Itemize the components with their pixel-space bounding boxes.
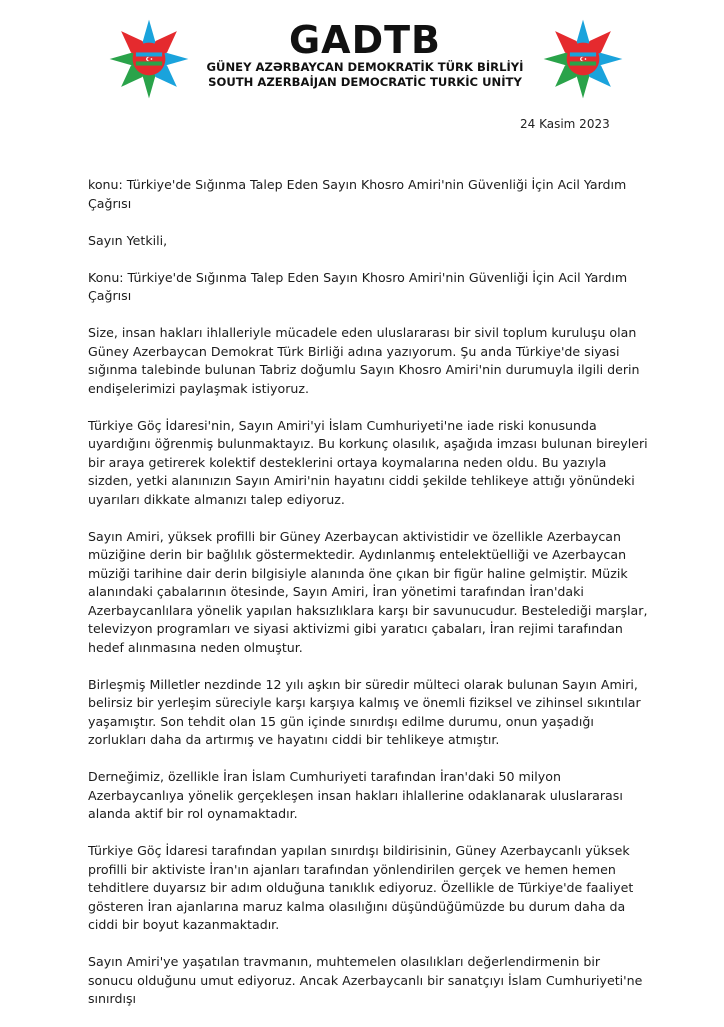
- star-emblem-right-icon: [542, 18, 624, 100]
- star-emblem-shape: [110, 20, 189, 99]
- subject-line: konu: Türkiye'de Sığınma Talep Eden Sayın Khosro Amiri'nin Güvenliği İçin Acil Yardım Çağrısı: [88, 177, 627, 211]
- letterhead: [0, 0, 724, 120]
- paragraph: Türkiye Göç İdaresi'nin, Sayın Amiri'yi İslam Cumhuriyeti'ne iade riski konusunda uyardığını öğrenmiş bulunmaktayız. Bu korkunç olasılık, aşağıda imzası bulunan bireyleri bir araya getirerek kolektif desteklerini ortaya koymalarına neden oldu. Bu yazıyla sizden, yetki alanınızın Sayın Amiri'nin hayatını ciddi şekilde tehlikeye attığı yönündeki uyarıları dikkate almanızı talep ediyoruz.: [88, 417, 648, 507]
- organization-title: [200, 20, 530, 90]
- paragraph: Derneğimiz, özellikle İran İslam Cumhuriyeti tarafından İran'daki 50 milyon Azerbaycanlıya yönelik gerçekleşen insan hakları ihlallerine odaklanarak uluslararası alanda aktif bir rol oynamaktadır.: [88, 769, 623, 821]
- subject-repeat: Konu: Türkiye'de Sığınma Talep Eden Sayın Khosro Amiri'nin Güvenliği İçin Acil Yardım Çağrısı: [88, 269, 628, 303]
- star-emblem-shape: [544, 20, 623, 99]
- organization-name-turkish: GÜNEY AZƏRBAYCAN DEMOKRATİK TÜRK BİRLİYİ: [206, 60, 524, 74]
- salutation: Sayın Yetkili,: [88, 232, 168, 248]
- letter-body: [88, 176, 648, 1027]
- paragraph: Birleşmiş Milletler nezdinde 12 yılı aşkın bir süredir mülteci olarak bulunan Sayın Amiri, belirsiz bir yerleşim süreciyle karşı karşıya kalmış ve önemli fiziksel ve zihinsel sıkıntılar yaşamıştır. Son tehdit olan 15 gün içinde sınırdışı edilme durumu, onun yaşadığı zorlukları daha da artırmış ve hayatını ciddi bir tehlikeye atmıştır.: [88, 676, 641, 747]
- letter-date: 24 Kasim 2023: [520, 117, 610, 131]
- paragraph: Sayın Amiri'ye yaşatılan travmanın, muhtemelen olasılıkları değerlendirmenin bir sonucu olduğunu umut ediyoruz. Ancak Azerbaycanlı bir sanatçıyı İslam Cumhuriyeti'ne sınırdışı: [88, 954, 643, 1006]
- organization-name-english: SOUTH AZERBAİJAN DEMOCRATİC TURKİC UNİTY: [208, 75, 522, 89]
- paragraph: Türkiye Göç İdaresi tarafından yapılan sınırdışı bildirisinin, Güney Azerbaycanlı yüksek profilli bir aktiviste İran'ın ajanları tarafından yönlendirilen gerçek ve hemen hemen tehditlere duyarsız bir adım olduğuna tanıklık ediyoruz. Özellikle de Türkiye'de faaliyet gösteren İran ajanlarına maruz kalma olasılığını düşündüğümüzde bu durum daha da ciddi bir boyut kazanmaktadır.: [88, 843, 634, 932]
- organization-abbreviation: GADTB: [288, 18, 442, 62]
- paragraph: Sayın Amiri, yüksek profilli bir Güney Azerbaycan aktivistidir ve özellikle Azerbaycan müziğine derin bir bağlılık göstermektedir. Aydınlanmış entelektüelliği ve Azerbaycan müziği tarihine dair derin bilgisiyle alanında öne çıkan bir figür haline gelmiştir. Müzik alanındaki çabalarının ötesinde, Sayın Amiri, İran yönetimi tarafından İran'daki Azerbaycanlılara yönelik yapılan haksızlıklara karşı bir savunucudur. Bestelediği marşlar, televizyon programları ve siyasi aktivizmi gibi yaratıcı çabaları, İran rejimi tarafından hedef alınmasına neden olmuştur.: [88, 528, 648, 655]
- star-emblem-left-icon: [108, 18, 190, 100]
- paragraph: Size, insan hakları ihlalleriyle mücadele eden uluslararası bir sivil toplum kuruluşu olan Güney Azerbaycan Demokrat Türk Birliği adına yazıyorum. Şu anda Türkiye'de siyasi sığınma talebinde bulunan Tabriz doğumlu Sayın Khosro Amiri'nin durumuyla ilgili derin endişelerimizi paylaşmak istiyoruz.: [88, 325, 640, 396]
